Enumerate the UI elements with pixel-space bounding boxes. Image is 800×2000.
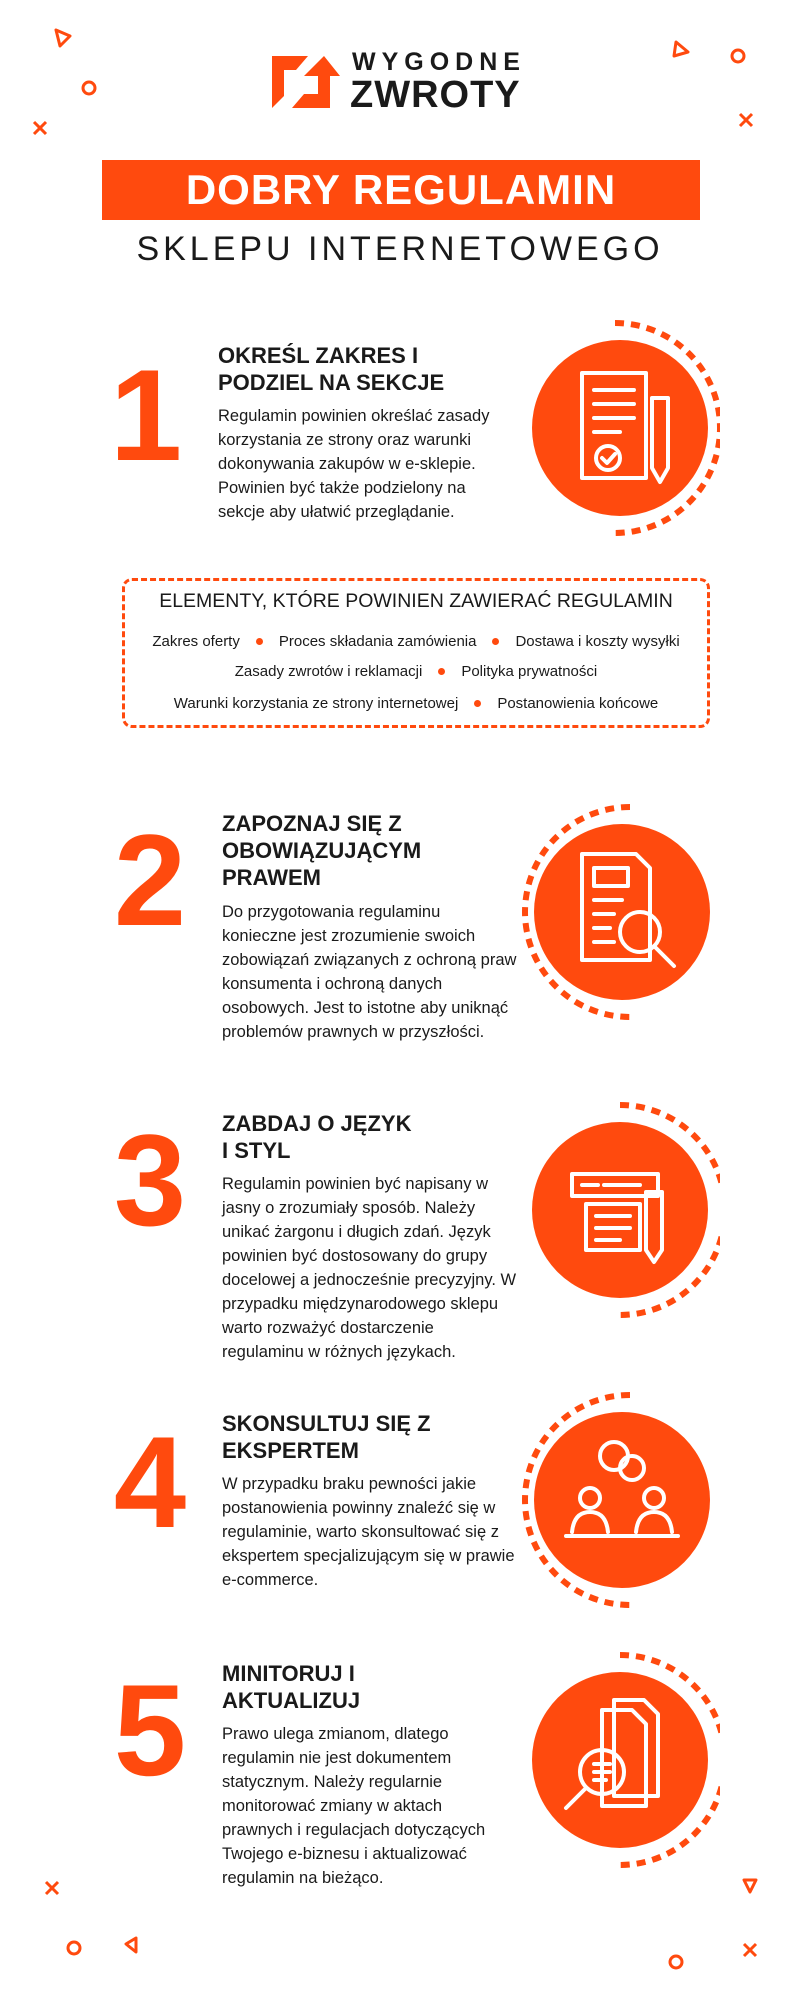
elements-heading: ELEMENTY, KTÓRE POWINIEN ZAWIERAĆ REGULAMIN [159,590,673,612]
logo-text-bottom: ZWROTY [350,74,521,116]
list-item: Dostawa i koszty wysyłki [515,633,680,650]
cross-shape [34,122,46,134]
step-number: 4 [113,1409,187,1555]
step-body: Prawo ulega zmianom, dlatego regulamin nie jest dokumentem statycznym. Należy regularnie monitorować zmiany w aktach prawnych i regulacjach dotyczących Twojego e-biznesu i aktualizować regulamin na bieżąco. [222,1725,486,1887]
circle-shape [83,82,95,94]
list-item: Proces składania zamówienia [278,633,477,650]
elements-row [122,695,710,712]
circle-shape [670,1956,682,1968]
bullet-dot [256,638,263,645]
circle-shape [68,1942,80,1954]
list-item: Zasady zwrotów i reklamacji [234,663,423,680]
cross-shape [46,1882,58,1894]
document-check-icon [520,318,720,538]
cross-shape [744,1944,756,1956]
step-title: OKREŚL ZAKRES I PODZIEL NA SEKCJE [218,343,445,395]
page-title: DOBRY REGULAMIN [185,166,617,213]
step-body: Regulamin powinien określać zasady korzystania ze strony oraz warunki dokonywania zakupów w e-sklepie. Powinien być także podzielony na sekcje aby ułatwić przeglądanie. [218,407,490,521]
document-search-icon [510,802,710,1022]
elements-row [122,663,710,680]
bullet-dot [474,700,481,707]
triangle-shape [744,1880,756,1892]
title-banner [102,160,700,220]
step-number: 5 [113,1657,187,1803]
list-item: Polityka prywatności [461,663,598,680]
cross-shape [740,114,752,126]
bullet-dot [438,668,445,675]
magnifier-documents-icon [520,1650,720,1870]
quote-pencil-icon [520,1100,720,1320]
elements-row [122,633,710,650]
step-title: ZAPOZNAJ SIĘ Z OBOWIĄZUJĄCYM PRAWEM [222,811,422,890]
step-body: W przypadku braku pewności jakie postanowienia powinny znaleźć się w regulaminie, warto skonsultować się z ekspertem specjalizującym się w prawie e-commerce. [222,1475,515,1589]
consultation-icon [510,1390,710,1610]
triangle-shape [56,30,70,46]
list-item: Warunki korzystania ze strony internetowej [173,695,459,712]
triangle-shape [674,42,688,56]
step-number: 3 [113,1107,187,1253]
circle-shape [732,50,744,62]
list-item: Zakres oferty [152,633,240,650]
triangle-shape [126,1938,136,1952]
step-body: Regulamin powinien być napisany w jasny o zrozumiały sposób. Należy unikać żargonu i długich zdań. Język powinien być dostosowany do grupy docelowej a jednocześnie precyzyjny. W przypadku międzynarodowego sklepu warto rozważyć dostarczenie regulaminu w różnych językach. [222,1175,517,1361]
page-subtitle: SKLEPU INTERNETOWEGO [136,230,664,268]
step-title: SKONSULTUJ SIĘ Z EKSPERTEM [222,1411,431,1463]
step-title: ZABDAJ O JĘZYK I STYL [222,1111,412,1163]
step-body: Do przygotowania regulaminu konieczne jest zrozumienie swoich zobowiązań związanych z ochroną praw konsumenta i ochroną danych osobowych. Jest to istotne aby uniknąć problemów prawnych w przyszłości. [222,903,517,1041]
list-item: Postanowienia końcowe [497,695,659,712]
step-number: 2 [113,807,187,953]
step-number: 1 [109,342,183,488]
logo-text-top: WYGODNE [352,48,526,76]
bullet-dot [492,638,499,645]
step-title: MINITORUJ I AKTUALIZUJ [222,1661,361,1713]
logo-icon [268,52,340,112]
